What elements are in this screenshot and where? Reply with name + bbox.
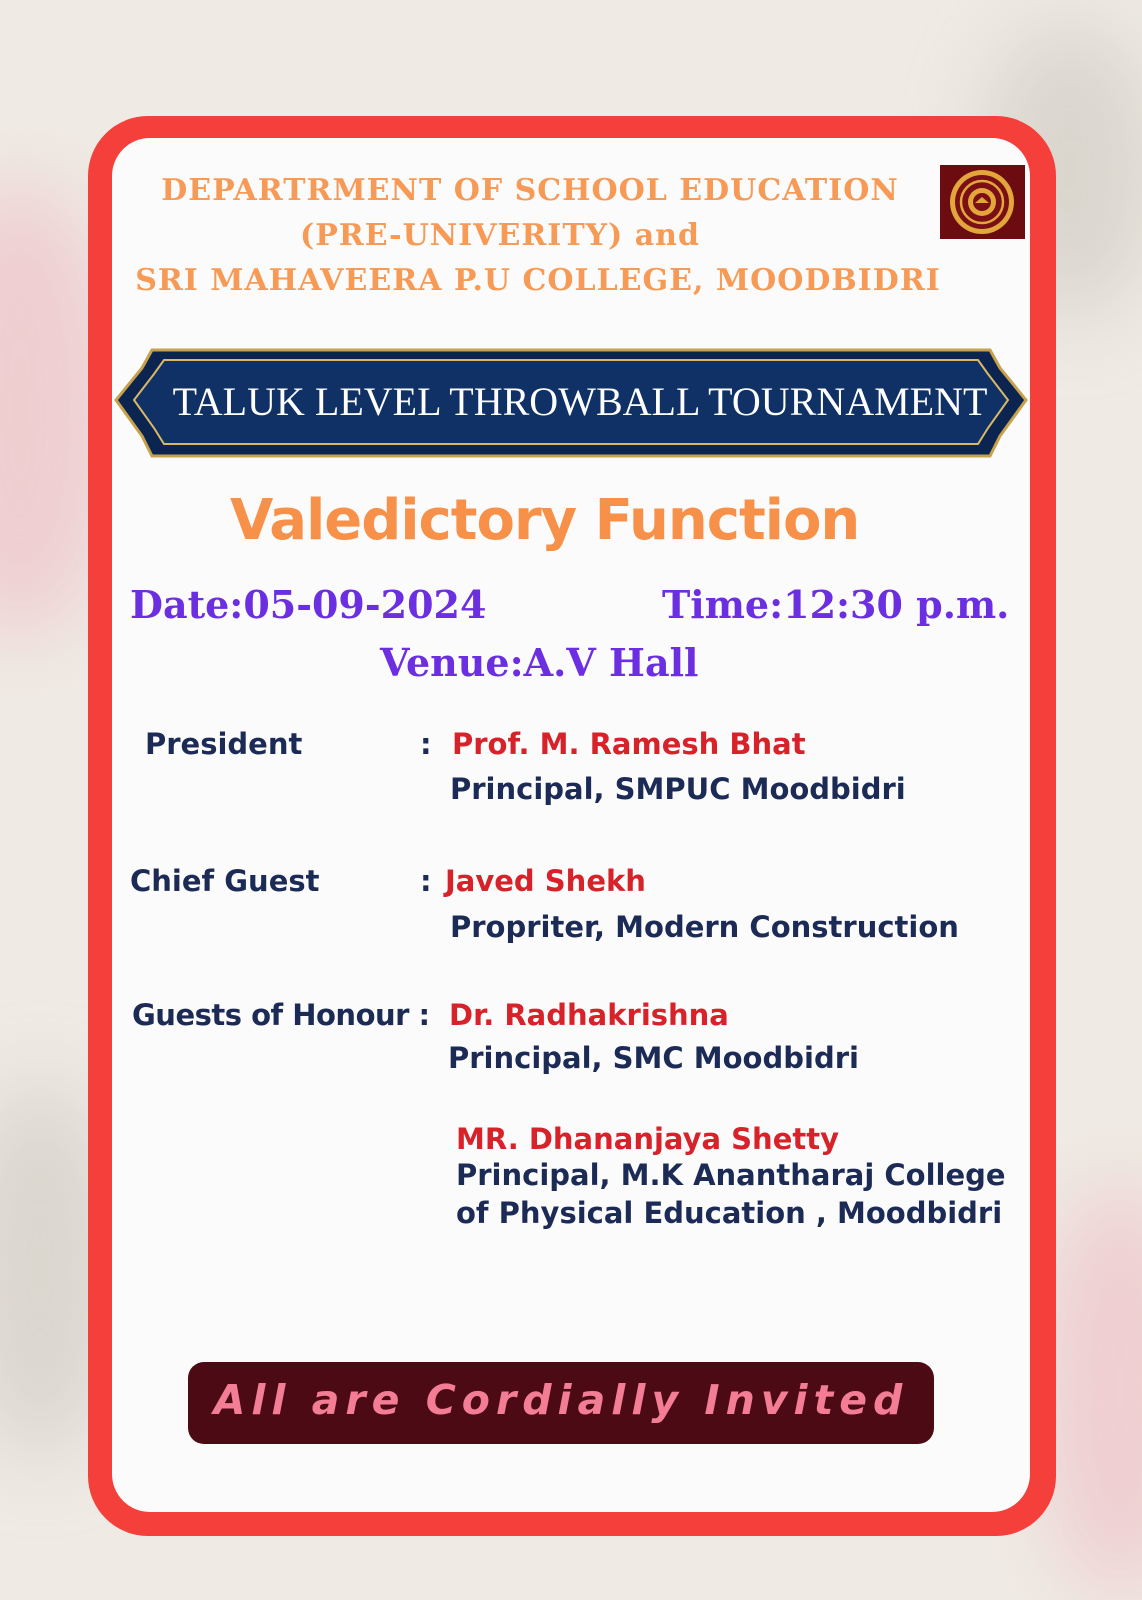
chief-guest-name: Javed Shekh	[445, 864, 646, 898]
event-date: Date:05-09-2024	[130, 582, 487, 627]
guest-of-honour-1-name: Dr. Radhakrishna	[449, 998, 729, 1032]
event-time: Time:12:30 p.m.	[662, 582, 1010, 627]
header-line-pre-university: (PRE-UNIVERITY) and	[300, 218, 700, 253]
chief-guest-role: Propriter, Modern Construction	[450, 910, 959, 944]
guest-of-honour-2-name: MR. Dhananjaya Shetty	[456, 1122, 840, 1156]
invitation-text: All are Cordially Invited	[213, 1376, 909, 1424]
event-title: Valedictory Function	[230, 488, 860, 553]
header-line-department: DEPARTRMENT OF SCHOOL EDUCATION	[161, 173, 899, 208]
president-colon: :	[420, 727, 432, 761]
president-role: Principal, SMPUC Moodbidri	[450, 772, 906, 806]
president-label: President	[145, 727, 303, 761]
chief-guest-label: Chief Guest	[130, 864, 320, 898]
guest-of-honour-1-role: Principal, SMC Moodbidri	[448, 1041, 859, 1075]
tournament-title: TALUK LEVEL THROWBALL TOURNAMENT	[172, 379, 988, 424]
chief-guest-colon: :	[420, 864, 432, 898]
guest-of-honour-2-role-line1: Principal, M.K Anantharaj College	[456, 1158, 1006, 1192]
seal-emblem-icon	[940, 165, 1025, 239]
header-line-college: SRI MAHAVEERA P.U COLLEGE, MOODBIDRI	[135, 263, 941, 298]
guests-of-honour-label: Guests of Honour :	[132, 998, 430, 1032]
president-name: Prof. M. Ramesh Bhat	[452, 727, 806, 761]
guest-of-honour-2-role-line2: of Physical Education , Moodbidri	[456, 1196, 1003, 1230]
event-venue: Venue:A.V Hall	[380, 640, 699, 685]
college-seal-logo	[940, 165, 1025, 239]
